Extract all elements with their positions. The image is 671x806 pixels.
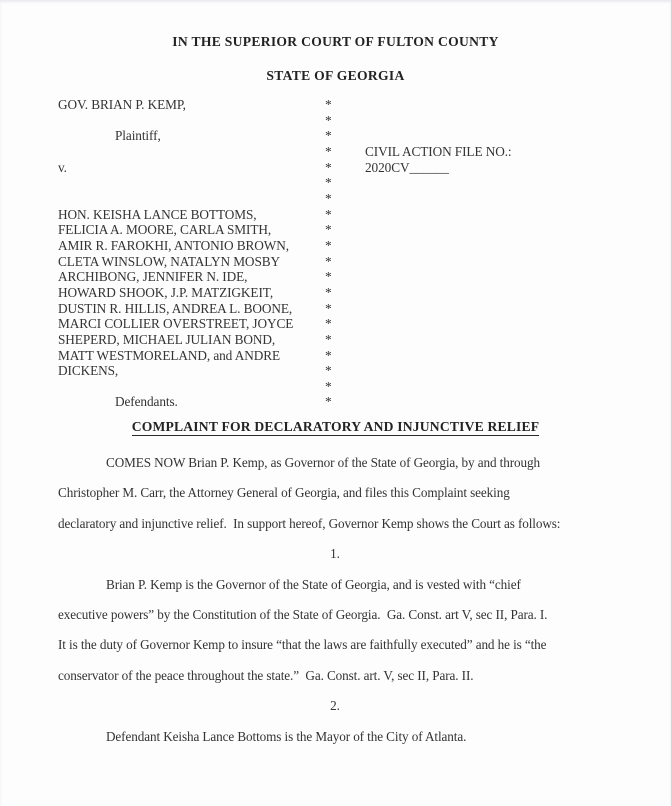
caption-asterisk: * <box>325 175 332 191</box>
caption-asterisk: * <box>325 394 332 410</box>
caption-asterisk: * <box>325 347 332 363</box>
caption-row <box>58 160 658 176</box>
caption-asterisk: * <box>325 97 332 112</box>
body-text-line: Christopher M. Carr, the Attorney General of Georgia, and files this Complaint seeking <box>58 485 510 501</box>
caption-row <box>58 285 658 301</box>
caption-row <box>58 191 658 207</box>
caption-party-text: FELICIA A. MOORE, CARLA SMITH, <box>58 222 272 238</box>
caption-party-text: Defendants. <box>115 394 178 410</box>
caption-asterisk: * <box>325 363 332 379</box>
caption-party-text: AMIR R. FAROKHI, ANTONIO BROWN, <box>58 237 289 253</box>
document-title-text: COMPLAINT FOR DECLARATORY AND INJUNCTIVE RELIEF <box>131 419 540 434</box>
caption-row <box>58 238 658 254</box>
caption-row <box>58 348 658 364</box>
court-state-heading: STATE OF GEORGIA <box>266 68 405 83</box>
caption-row <box>58 97 658 113</box>
caption-row <box>58 394 658 410</box>
document-body <box>58 448 612 752</box>
case-caption <box>58 97 658 410</box>
caption-party-text: MATT WESTMORELAND, and ANDRE <box>58 347 281 363</box>
caption-asterisk: * <box>325 128 332 144</box>
caption-row <box>58 128 658 144</box>
paragraph-number: 2. <box>330 698 340 714</box>
caption-party-text: MARCI COLLIER OVERSTREET, JOYCE <box>58 316 294 332</box>
caption-party-text: DUSTIN R. HILLIS, ANDREA L. BOONE, <box>58 300 293 316</box>
caption-asterisk: * <box>325 190 332 206</box>
caption-row <box>58 316 658 332</box>
caption-row <box>58 144 658 160</box>
caption-party-text: v. <box>58 159 67 175</box>
caption-asterisk: * <box>325 378 332 394</box>
caption-asterisk: * <box>325 253 332 269</box>
caption-party-text: HON. KEISHA LANCE BOTTOMS, <box>58 206 257 222</box>
caption-row <box>58 269 658 285</box>
caption-asterisk: * <box>325 159 332 175</box>
caption-asterisk: * <box>325 222 332 238</box>
body-text-line: Brian P. Kemp is the Governor of the State of Georgia, and is vested with “chief <box>106 576 521 592</box>
body-text-line: Defendant Keisha Lance Bottoms is the Mayor of the City of Atlanta. <box>106 728 467 744</box>
caption-asterisk: * <box>325 269 332 285</box>
caption-row <box>58 254 658 270</box>
paragraph-number: 1. <box>330 546 340 562</box>
caption-row <box>58 332 658 348</box>
caption-row <box>58 175 658 191</box>
body-text-line: conservator of the peace throughout the state.” Ga. Const. art. V, sec II, Para. II. <box>58 667 474 683</box>
court-name-heading: IN THE SUPERIOR COURT OF FULTON COUNTY <box>172 34 499 49</box>
caption-asterisk: * <box>325 331 332 347</box>
caption-party-text: GOV. BRIAN P. KEMP, <box>58 97 186 112</box>
caption-asterisk: * <box>325 143 332 159</box>
caption-party-text: HOWARD SHOOK, J.P. MATZIGKEIT, <box>58 284 274 300</box>
document-title <box>0 418 671 435</box>
caption-party-text: Plaintiff, <box>115 128 161 144</box>
body-text-line: declaratory and injunctive relief. In support hereof, Governor Kemp shows the Court as follows: <box>58 515 561 531</box>
caption-row <box>58 113 658 129</box>
caption-asterisk: * <box>325 237 332 253</box>
caption-party-text: SHEPERD, MICHAEL JULIAN BOND, <box>58 331 276 347</box>
caption-party-text: DICKENS, <box>58 363 119 379</box>
caption-row <box>58 301 658 317</box>
caption-asterisk: * <box>325 316 332 332</box>
caption-party-text: ARCHIBONG, JENNIFER N. IDE, <box>58 269 248 285</box>
caption-asterisk: * <box>325 112 332 128</box>
body-text-line: COMES NOW Brian P. Kemp, as Governor of the State of Georgia, by and through <box>106 455 540 470</box>
caption-row <box>58 379 658 395</box>
caption-asterisk: * <box>325 300 332 316</box>
caption-file-no-text: 2020CV______ <box>365 159 449 175</box>
caption-row <box>58 222 658 238</box>
caption-party-text: CLETA WINSLOW, NATALYN MOSBY <box>58 253 281 269</box>
body-text-line: It is the duty of Governor Kemp to insure “that the laws are faithfully executed” and he is “the <box>58 637 547 653</box>
caption-row <box>58 363 658 379</box>
caption-asterisk: * <box>325 284 332 300</box>
caption-asterisk: * <box>325 206 332 222</box>
caption-file-no-text: CIVIL ACTION FILE NO.: <box>365 143 512 159</box>
caption-row <box>58 207 658 223</box>
body-text-line: executive powers” by the Constitution of the State of Georgia. Ga. Const. art V, sec II, Para. I. <box>58 606 548 622</box>
